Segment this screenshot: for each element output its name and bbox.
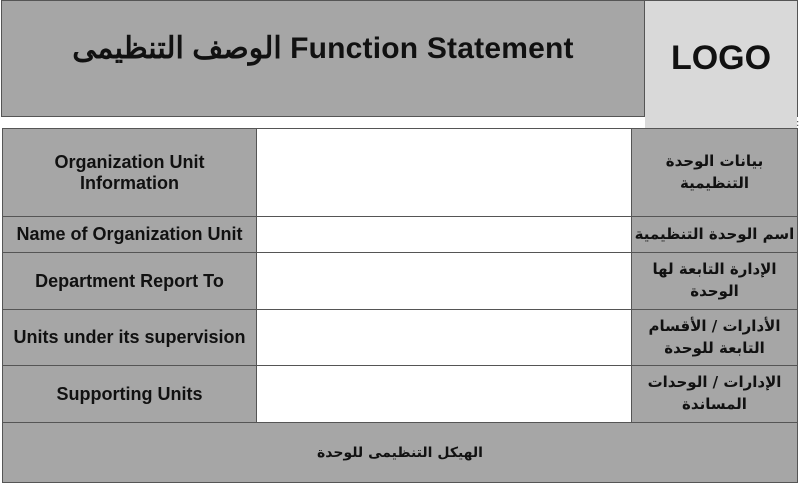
field-organization-unit-information[interactable]	[257, 129, 632, 217]
margin-mark: :	[796, 118, 800, 129]
organization-unit-form	[2, 128, 798, 483]
label-units-under-supervision-ar: الأدارات / الأقسام التابعة للوحدة	[632, 310, 798, 366]
logo-placeholder: LOGO	[645, 1, 797, 136]
label-name-of-organization-unit: Name of Organization Unit	[3, 217, 257, 253]
document-title: الوصف التنظيمى Function Statement	[2, 1, 645, 116]
org-structure-section: الهيكل التنظيمى للوحدة	[3, 423, 798, 483]
label-organization-unit-information: Organization Unit Information	[3, 129, 257, 217]
table-row	[3, 423, 798, 483]
table-row	[3, 310, 798, 366]
label-organization-unit-information-ar: بيانات الوحدة التنظيمية	[632, 129, 798, 217]
table-row	[3, 217, 798, 253]
field-name-of-organization-unit[interactable]	[257, 217, 632, 253]
field-department-report-to[interactable]	[257, 253, 632, 310]
document-header	[1, 0, 798, 117]
label-department-report-to-ar: الإدارة التابعة لها الوحدة	[632, 253, 798, 310]
table-row	[3, 129, 798, 217]
label-supporting-units-ar: الإدارات / الوحدات المساندة	[632, 366, 798, 423]
table-row	[3, 253, 798, 310]
label-name-of-organization-unit-ar: اسم الوحدة التنظيمية	[632, 217, 798, 253]
label-units-under-supervision: Units under its supervision	[3, 310, 257, 366]
table-row	[3, 366, 798, 423]
field-supporting-units[interactable]	[257, 366, 632, 423]
field-units-under-supervision[interactable]	[257, 310, 632, 366]
label-supporting-units: Supporting Units	[3, 366, 257, 423]
label-department-report-to: Department Report To	[3, 253, 257, 310]
